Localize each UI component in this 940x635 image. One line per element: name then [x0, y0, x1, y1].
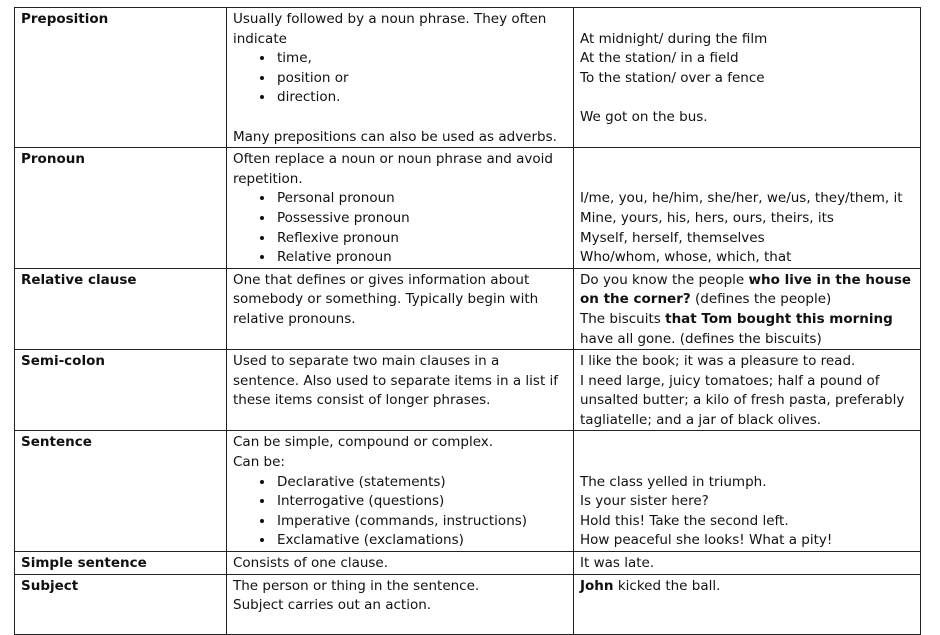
table-row [15, 350, 921, 431]
example-line [580, 577, 914, 597]
example-line [580, 310, 914, 349]
glossary-table [14, 7, 921, 635]
example-text: kicked the ball. [613, 577, 721, 594]
example-line [580, 271, 914, 310]
bullet-list [233, 49, 567, 108]
examples-cell [574, 268, 921, 349]
example-line: To the station/ over a fence [580, 69, 765, 86]
examples-cell [574, 574, 921, 634]
term-cell: Relative clause [15, 268, 227, 349]
example-line: We got on the bus. [580, 108, 708, 125]
definition-text: Often replace a noun or noun phrase and avoid repetition. [233, 151, 553, 187]
example-emphasis: John [580, 577, 614, 594]
term-cell: Sentence [15, 431, 227, 552]
definition-cell [227, 574, 574, 634]
example-line: At the station/ in a field [580, 50, 739, 67]
table-row [15, 8, 921, 148]
term-cell: Pronoun [15, 148, 227, 269]
example-line: I need large, juicy tomatoes; half a pound of unsalted butter; a kilo of fresh pasta, preferably tagliatelle; and a jar of black olives. [580, 372, 905, 428]
examples-cell [574, 350, 921, 431]
example-line: Hold this! Take the second left. [580, 512, 789, 529]
list-item: • position or [275, 69, 567, 89]
example-emphasis: who live in the house on the corner? [580, 271, 912, 308]
examples-cell [574, 148, 921, 269]
example-text: (defines the people) [690, 291, 832, 308]
definition-note: Many prepositions can also be used as adverbs. [233, 128, 557, 145]
example-line: Myself, herself, themselves [580, 229, 765, 246]
definition-text: Can be: [233, 454, 285, 471]
table-row [15, 574, 921, 634]
table-row [15, 268, 921, 349]
example-line: Mine, yours, his, hers, ours, theirs, its [580, 209, 834, 226]
example-line: The class yelled in triumph. [580, 473, 767, 490]
example-line: Is your sister here? [580, 493, 709, 510]
list-item: • Declarative (statements) [275, 473, 567, 493]
definition-cell [227, 431, 574, 552]
bullet-list [233, 473, 567, 551]
list-item: • Relative pronoun [275, 248, 567, 268]
list-item: • Interrogative (questions) [275, 492, 567, 512]
examples-cell [574, 431, 921, 552]
term-cell: Preposition [15, 8, 227, 148]
example-line: Who/whom, whose, which, that [580, 249, 792, 266]
definition-cell: One that defines or gives information about somebody or something. Typically begin with relative pronouns. [227, 268, 574, 349]
table-row [15, 148, 921, 269]
example-line: At midnight/ during the film [580, 30, 768, 47]
definition-cell: Used to separate two main clauses in a sentence. Also used to separate items in a list if these items consist of longer phrases. [227, 350, 574, 431]
definition-text: Subject carries out an action. [233, 597, 432, 614]
term-cell: Subject [15, 574, 227, 634]
list-item: • Exclamative (exclamations) [275, 531, 567, 551]
term-cell: Semi-colon [15, 350, 227, 431]
example-text: The biscuits [580, 310, 666, 327]
list-item: • Personal pronoun [275, 189, 567, 209]
definition-cell: Consists of one clause. [227, 552, 574, 575]
definition-cell [227, 8, 574, 148]
example-text: Do you know the people [580, 271, 749, 288]
list-item: • time, [275, 49, 567, 69]
example-line: I/me, you, he/him, she/her, we/us, they/them, it [580, 190, 903, 207]
example-text: have all gone. (defines the biscuits) [580, 330, 822, 347]
list-item: • Imperative (commands, instructions) [275, 512, 567, 532]
examples-cell [574, 8, 921, 148]
table-row [15, 431, 921, 552]
definition-cell [227, 148, 574, 269]
examples-cell: It was late. [574, 552, 921, 575]
list-item: • direction. [275, 88, 567, 108]
definition-text: Usually followed by a noun phrase. They often indicate [233, 11, 547, 47]
definition-text: The person or thing in the sentence. [233, 577, 480, 594]
list-item: • Reflexive pronoun [275, 229, 567, 249]
example-line: I like the book; it was a pleasure to read. [580, 353, 856, 370]
example-line: How peaceful she looks! What a pity! [580, 532, 833, 549]
table-row [15, 552, 921, 575]
example-emphasis: that Tom bought this morning [665, 310, 893, 327]
term-cell: Simple sentence [15, 552, 227, 575]
list-item: • Possessive pronoun [275, 209, 567, 229]
bullet-list [233, 189, 567, 267]
definition-text: Can be simple, compound or complex. [233, 434, 494, 451]
